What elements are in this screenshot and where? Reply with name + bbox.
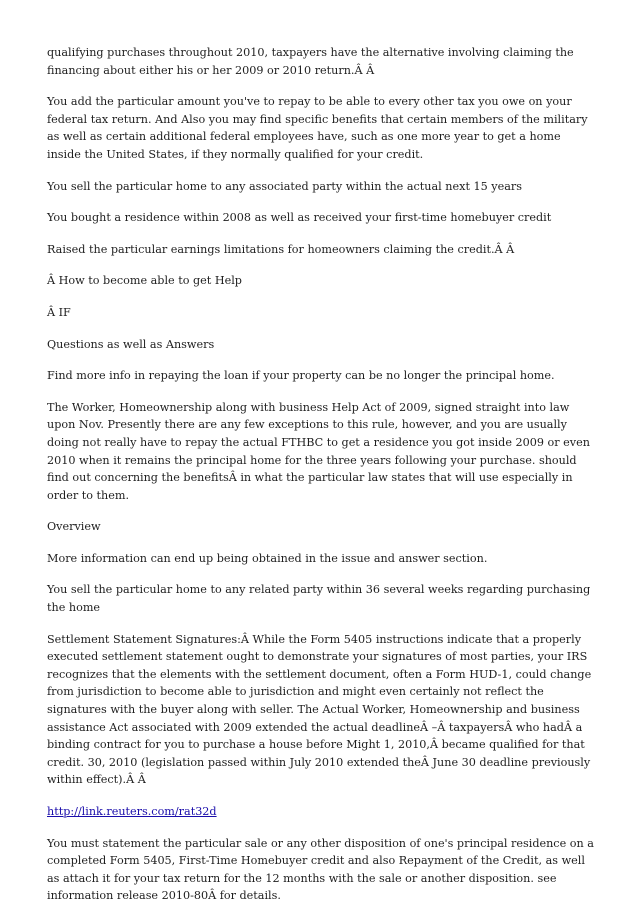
paragraph: You must statement the particular sale or any other disposition of one's principal residence on a completed Form 5405, First-Time Homebuyer credit and also Repayment of the Credit, as well as attach it for your tax return for the 12 months with the sale or another disposition. see information release 2010-80Â for details.	[47, 836, 594, 903]
document-page	[47, 44, 595, 919]
section-heading: Overview	[47, 520, 101, 534]
reuters-link[interactable]: http://link.reuters.com/rat32d	[47, 805, 217, 818]
section-heading: Â IF	[47, 305, 71, 319]
paragraph: Settlement Statement Signatures:Â While the Form 5405 instructions indicate that a properly executed settlement statement ought to demonstrate your signatures of most parties, your IRS recognizes that the elements with the settlement document, often a Form HUD-1, could change from jurisdiction to become able to jurisdiction and might even certainly not reflect the signatures with the buyer along with seller. The Actual Worker, Homeownership and business assistance Act associated with 2009 extended the actual deadlineÂ –Â taxpayersÂ who hadÂ a binding contract for you to purchase a house before Might 1, 2010,Â became qualified for that credit. 30, 2010 (legislation passed within July 2010 extended theÂ June 30 deadline previously within effect).Â Â	[47, 632, 592, 787]
paragraph: More information can end up being obtained in the issue and answer section.	[47, 551, 488, 565]
paragraph: You add the particular amount you've to repay to be able to every other tax you owe on your federal tax return. And Also you may find specific benefits that certain members of the military as well as certain additional federal employees have, such as one more year to get a home inside the United States, if they normally qualified for your credit.	[47, 95, 588, 161]
paragraph: You sell the particular home to any associated party within the actual next 15 years	[47, 179, 522, 193]
paragraph: The Worker, Homeownership along with business Help Act of 2009, signed straight into law upon Nov. Presently there are any few exceptions to this rule, however, and you are usually doing not really have to repay the actual FTHBC to get a residence you got inside 2009 or even 2010 when it remains the principal home for the three years following your purchase. should find out concerning the benefitsÂ in what the particular law states that will use especially in order to them.	[47, 400, 590, 502]
paragraph: You bought a residence within 2008 as well as received your first-time homebuyer credit	[47, 211, 552, 225]
paragraph: Find more info in repaying the loan if your property can be no longer the principal home.	[47, 369, 555, 383]
section-heading: Â How to become able to get Help	[47, 274, 242, 288]
section-heading: Questions as well as Answers	[47, 337, 215, 351]
paragraph: qualifying purchases throughout 2010, taxpayers have the alternative involving claiming the financing about either his or her 2009 or 2010 return.Â Â	[47, 46, 574, 77]
paragraph: You sell the particular home to any related party within 36 several weeks regarding purchasing the home	[47, 583, 591, 615]
paragraph: Raised the particular earnings limitations for homeowners claiming the credit.Â Â	[47, 242, 515, 256]
